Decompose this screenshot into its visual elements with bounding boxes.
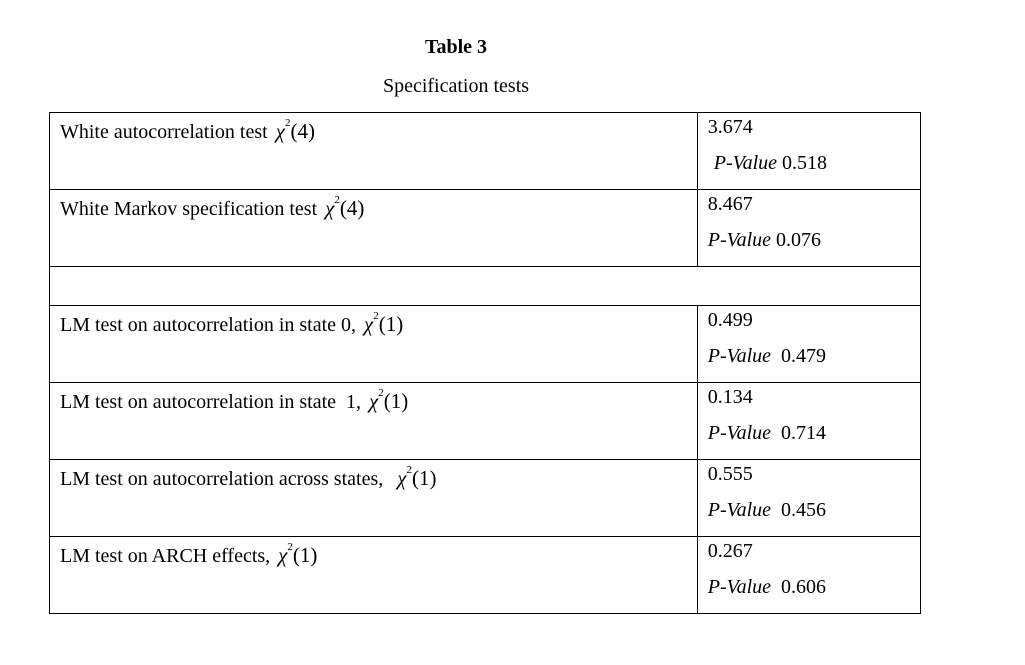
table-row xyxy=(50,306,921,383)
p-value-line xyxy=(708,228,920,252)
test-label: LM test on ARCH effects, xyxy=(60,545,271,567)
test-label: LM test on autocorrelation in state 0, xyxy=(60,314,357,336)
degrees-of-freedom: (1) xyxy=(383,389,409,413)
test-statistic: 0.134 xyxy=(707,386,753,408)
table-row xyxy=(50,190,921,267)
test-name-cell xyxy=(50,306,698,383)
empty-separator-row xyxy=(50,267,921,306)
p-value-label: P-Value xyxy=(707,422,772,444)
table-row xyxy=(50,383,921,460)
p-value-label: P-Value xyxy=(707,576,772,598)
p-value: 0.479 xyxy=(781,345,827,367)
degrees-of-freedom: (1) xyxy=(412,466,437,490)
test-result-cell xyxy=(697,460,920,537)
p-value-line xyxy=(708,421,920,445)
table-row xyxy=(50,460,921,537)
p-value-line xyxy=(708,344,920,368)
p-value-label: P-Value xyxy=(707,345,772,367)
specification-tests-table xyxy=(49,112,921,614)
p-value: 0.714 xyxy=(781,422,827,444)
test-statistic: 0.499 xyxy=(707,309,753,331)
p-value: 0.456 xyxy=(781,499,827,521)
test-name-cell xyxy=(50,190,698,267)
chi-square-symbol: $\chi^2(1)$ xyxy=(364,310,404,336)
test-name-cell xyxy=(50,383,698,460)
p-value: 0.606 xyxy=(781,576,827,598)
chi-square-symbol: $\chi^2(1)$ xyxy=(278,541,318,567)
test-name-cell xyxy=(50,113,698,190)
degrees-of-freedom: (4) xyxy=(339,196,365,220)
table-row xyxy=(50,537,921,614)
p-value-label: P-Value xyxy=(707,499,772,521)
table-title: Table 3 xyxy=(424,36,488,58)
p-value-line xyxy=(708,151,920,175)
test-statistic: 8.467 xyxy=(707,193,753,215)
degrees-of-freedom: (4) xyxy=(290,119,315,143)
test-label: LM test on autocorrelation across states, xyxy=(60,468,384,490)
test-result-cell xyxy=(697,113,920,190)
degrees-of-freedom: (1) xyxy=(292,543,318,567)
p-value-line xyxy=(708,498,920,522)
test-name-cell xyxy=(50,537,698,614)
chi-square-symbol: $\chi^2(1)$ xyxy=(369,387,409,413)
test-label: White Markov specification test xyxy=(60,198,318,220)
p-value: 0.518 xyxy=(782,152,828,174)
p-value-line xyxy=(708,575,920,599)
test-label: White autocorrelation test xyxy=(60,121,268,143)
p-value-label: P-Value xyxy=(707,229,772,251)
chi-square-symbol: $\chi^2(1)$ xyxy=(397,464,437,490)
test-statistic: 3.674 xyxy=(707,116,753,138)
p-value: 0.076 xyxy=(776,229,822,251)
table-subtitle: Specification tests xyxy=(382,75,530,97)
test-result-cell xyxy=(697,306,920,383)
table-row xyxy=(50,113,921,190)
test-result-cell xyxy=(697,383,920,460)
test-name-cell xyxy=(50,460,698,537)
chi-square-symbol: $\chi^2(4)$ xyxy=(325,194,365,220)
empty-cell xyxy=(50,267,921,306)
p-value-label: P-Value xyxy=(713,152,778,174)
test-result-cell xyxy=(697,537,920,614)
chi-square-symbol: $\chi^2(4)$ xyxy=(275,117,315,143)
test-statistic: 0.267 xyxy=(707,540,753,562)
test-label: LM test on autocorrelation in state 1, xyxy=(60,391,362,413)
degrees-of-freedom: (1) xyxy=(378,312,404,336)
test-result-cell xyxy=(697,190,920,267)
test-statistic: 0.555 xyxy=(707,463,753,485)
